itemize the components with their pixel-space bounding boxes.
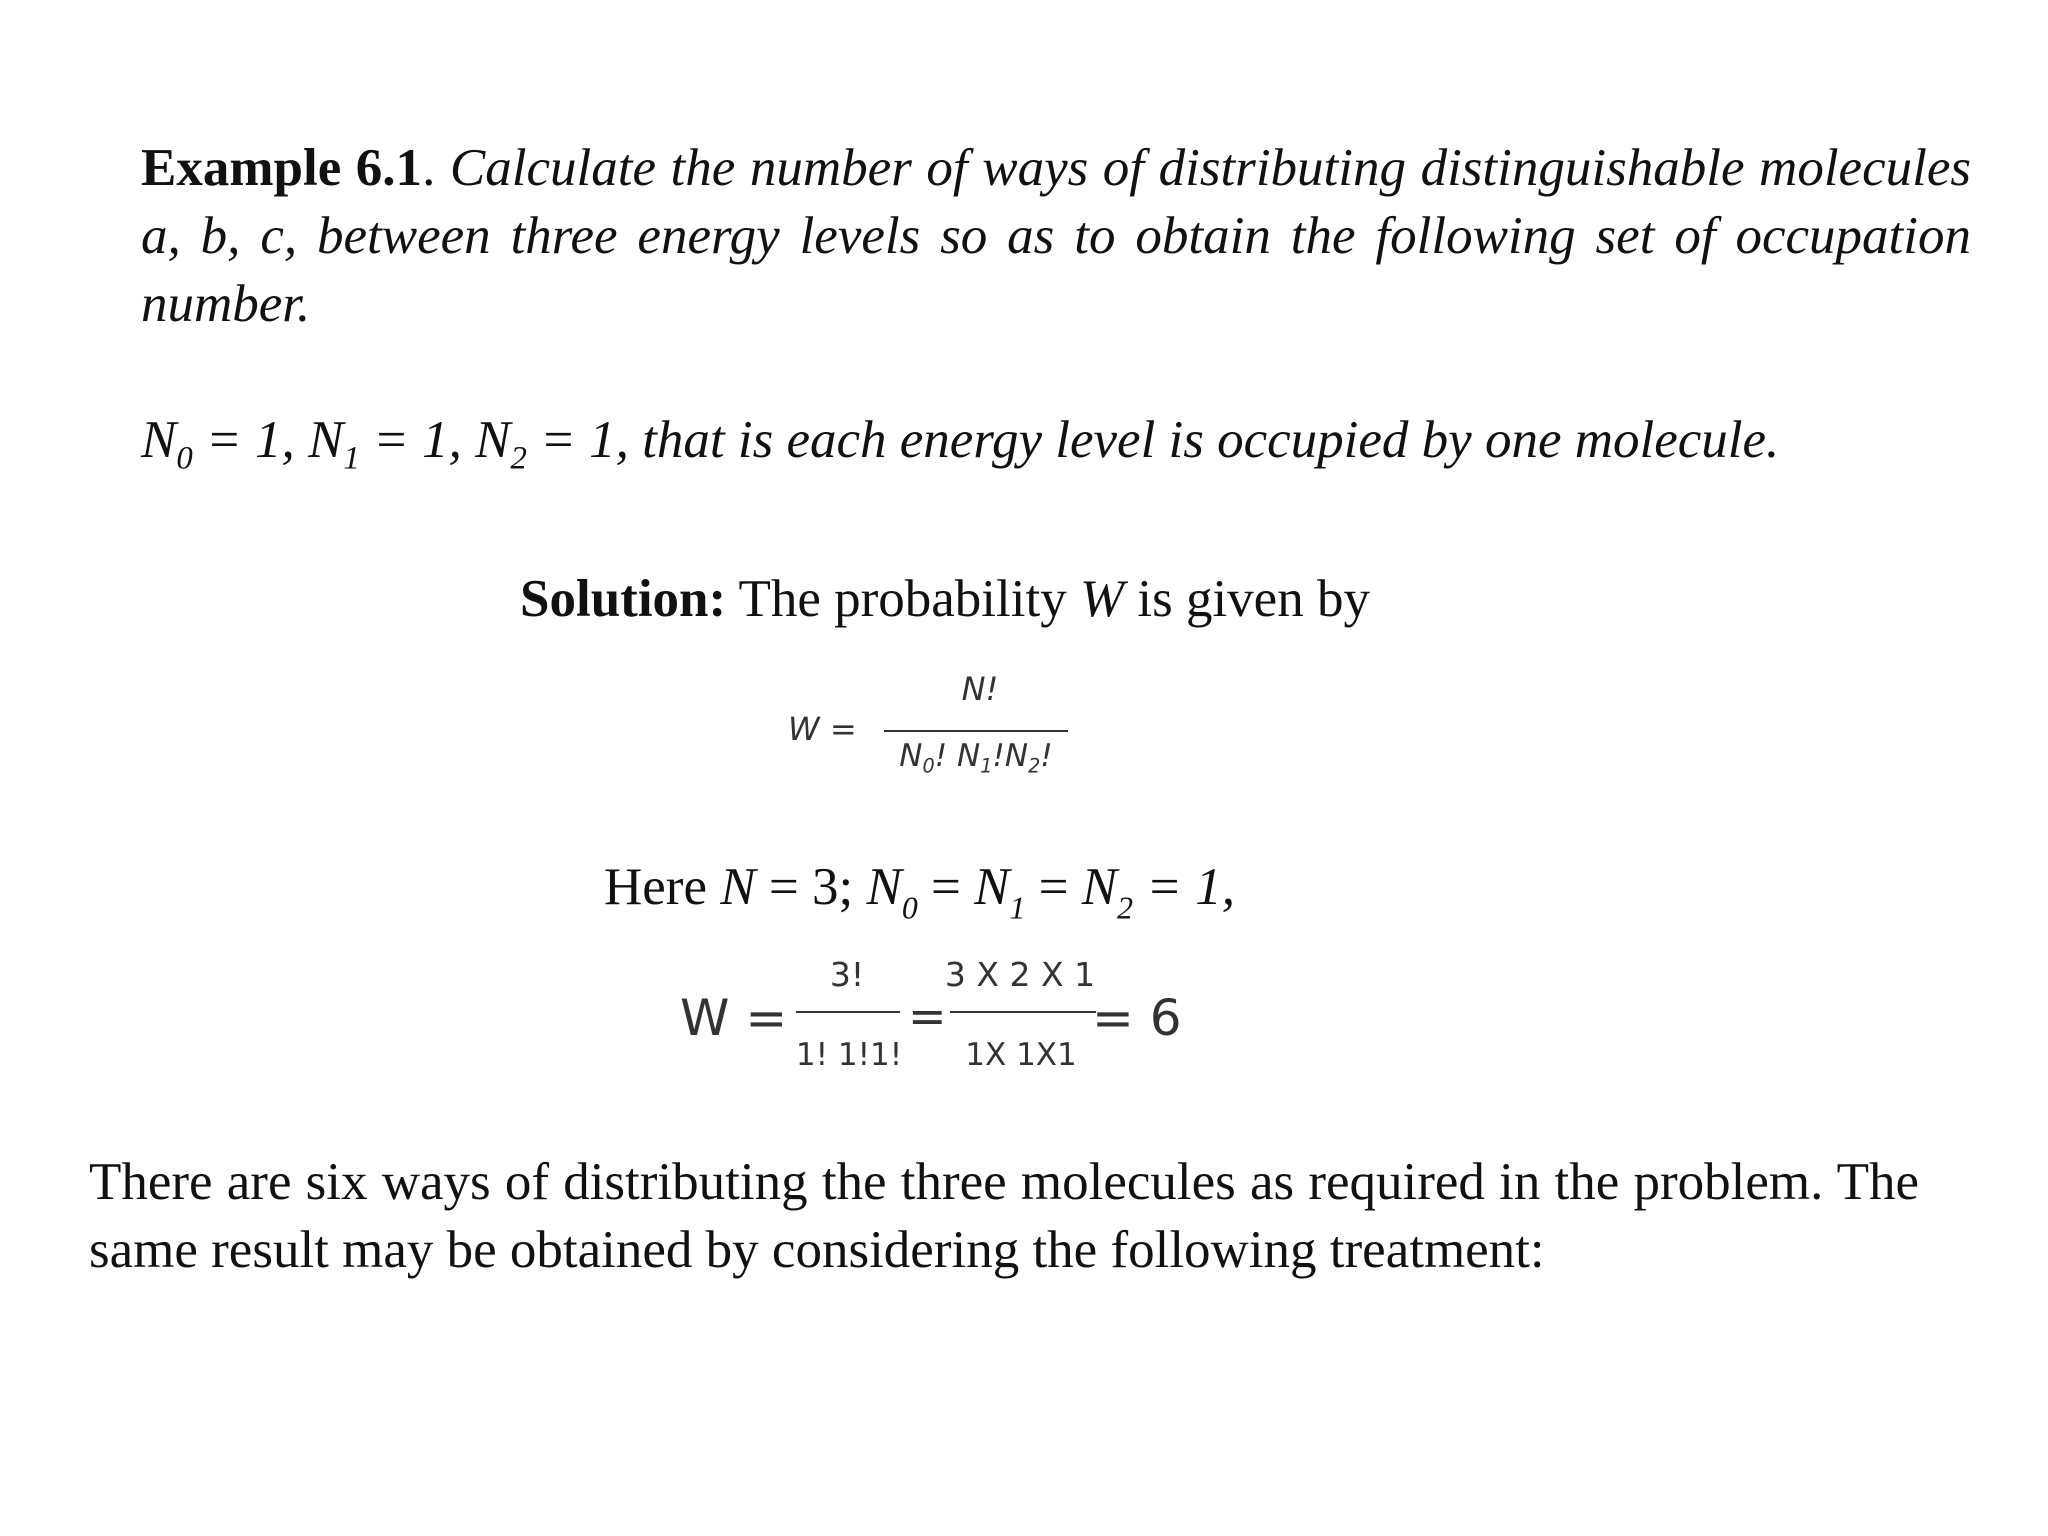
here-n1-symbol: N [974, 858, 1010, 916]
n1-subscript: 1 [343, 440, 360, 477]
example-label: Example 6.1 [141, 139, 423, 197]
den-n1: N [957, 738, 981, 774]
formula-numeric-mid-eq: = [908, 989, 947, 1043]
formula-general [780, 672, 1080, 792]
n1-symbol: N [308, 411, 344, 469]
here-n0-subscript: 0 [901, 890, 918, 926]
formula-numeric-result: = 6 [1092, 989, 1182, 1047]
formula-general-lhs: W = [788, 710, 857, 748]
example-label-dot: . [422, 139, 436, 197]
formula-general-fraction-bar [884, 730, 1068, 732]
here-n2-subscript: 2 [1117, 890, 1134, 926]
here-line [604, 853, 1236, 926]
here-n2-symbol: N [1081, 858, 1118, 916]
here-n1-subscript: 1 [1009, 890, 1026, 926]
n2-symbol: N [475, 411, 511, 469]
den-n2: N [1004, 738, 1029, 774]
formula-general-denominator [884, 738, 1068, 778]
formula-general-numerator: N! [961, 670, 999, 708]
here-eq-c: = 1, [1133, 858, 1236, 916]
here-n-symbol: N [720, 858, 756, 916]
den-n0: N [899, 738, 923, 774]
solution-label: Solution: [520, 570, 727, 628]
formula-numeric-den2: 1X 1X1 [965, 1037, 1077, 1073]
den-sub0: 0 [922, 754, 935, 778]
formula-numeric-bar1 [796, 1011, 900, 1013]
n1-equation: = 1, [359, 411, 476, 469]
den-sub2: 2 [1028, 754, 1041, 778]
example-paragraph [141, 134, 1971, 338]
formula-numeric-lhs: W = [680, 989, 788, 1047]
formula-numeric [680, 955, 1182, 1085]
formula-numeric-den1: 1! 1!1! [795, 1037, 903, 1073]
den-sub1: 1 [980, 754, 993, 778]
here-prefix: Here [604, 858, 721, 916]
solution-w-symbol: W [1079, 570, 1125, 628]
solution-line [520, 565, 1370, 633]
den-bang2: ! [1040, 738, 1053, 774]
n0-subscript: 0 [176, 440, 193, 477]
here-n-value: = 3; [755, 858, 867, 916]
here-n0-symbol: N [866, 858, 902, 916]
n0-equation: = 1, [192, 411, 309, 469]
example-text: Calculate the number of ways of distributing distinguishable molecules a, b, c, between three energy levels so as to obtain the following set of occupation number. [141, 139, 1971, 333]
n2-equation: = 1, that is each energy level is occupied by one molecule. [526, 411, 1780, 469]
den-bang1: ! [992, 738, 1005, 774]
solution-text-before: The probability [726, 570, 1080, 628]
n2-subscript: 2 [510, 440, 527, 477]
n0-symbol: N [141, 411, 177, 469]
conclusion-paragraph [89, 1148, 1919, 1284]
conclusion-text: There are six ways of distributing the three molecules as required in the problem. The same result may be obtained by considering the following treatment: [89, 1153, 1919, 1279]
solution-text-after: is given by [1124, 570, 1370, 628]
formula-numeric-num2: 3 X 2 X 1 [944, 955, 1096, 994]
formula-numeric-num1: 3! [829, 955, 865, 994]
den-bang0: ! [934, 738, 948, 774]
formula-numeric-bar2 [950, 1011, 1096, 1013]
occupation-line [141, 406, 2021, 477]
here-eq-b: = [1025, 858, 1082, 916]
here-eq-a: = [917, 858, 975, 916]
